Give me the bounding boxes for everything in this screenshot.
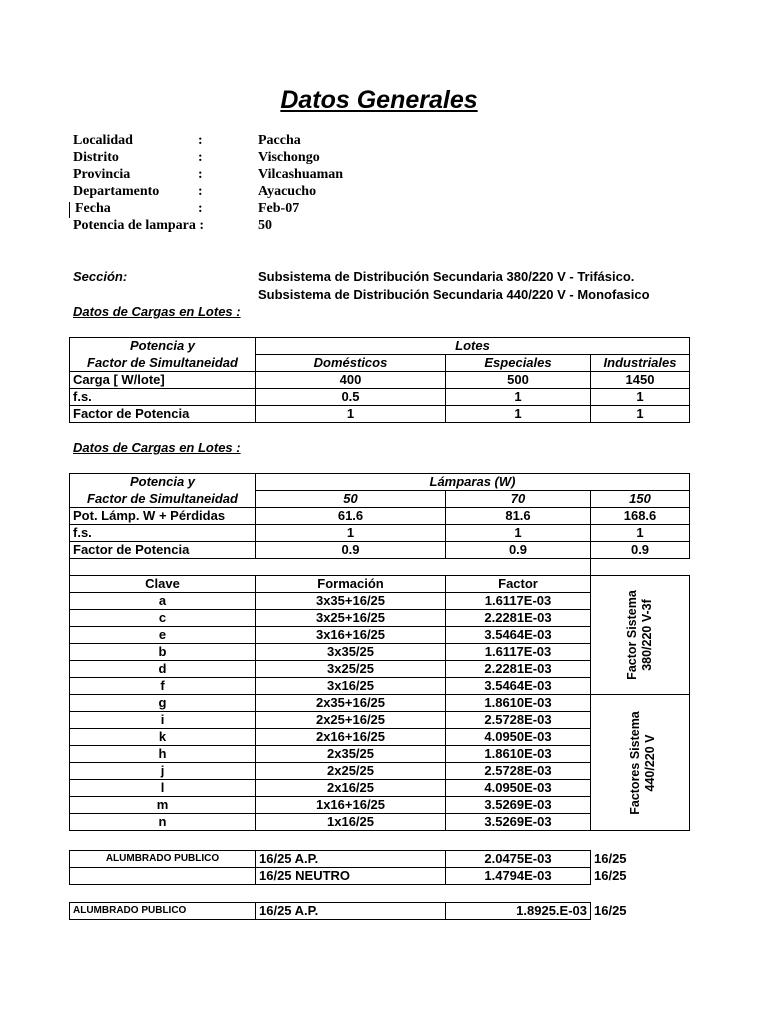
cell-factor: 3.5464E-03 (446, 678, 591, 695)
cell-clave: e (70, 627, 256, 644)
info-label-distrito: Distrito (73, 150, 119, 165)
side-label-380-line2: 380/220 V-3f (640, 599, 654, 671)
table-row (70, 868, 690, 885)
table-row (70, 851, 690, 868)
cell-formacion: 16/25 NEUTRO (256, 868, 446, 885)
cell-factor: 2.2281E-03 (446, 661, 591, 678)
cell-value: 0.9 (446, 542, 591, 559)
cell-clave: f (70, 678, 256, 695)
info-colon: : (198, 167, 203, 182)
cell-factor: 3.5464E-03 (446, 627, 591, 644)
cell-factor: 1.4794E-03 (446, 868, 591, 885)
lotes-header-line1: Potencia y (70, 338, 256, 355)
empty-cell (70, 868, 256, 885)
cell-formacion: 3x35+16/25 (256, 593, 446, 610)
lotes-header-line2: Factor de Simultaneidad (70, 355, 256, 372)
cell-value: 0.9 (591, 542, 690, 559)
cell-value: 1 (591, 525, 690, 542)
cell-factor: 1.6117E-03 (446, 593, 591, 610)
table-row (70, 903, 690, 920)
table-row (70, 542, 690, 559)
cell-factor: 3.5269E-03 (446, 814, 591, 831)
side-label-380 (591, 576, 690, 695)
cell-clave: j (70, 763, 256, 780)
cell-factor: 2.5728E-03 (446, 763, 591, 780)
cell-formacion: 16/25 A.P. (256, 903, 446, 920)
cell-factor: 3.5269E-03 (446, 797, 591, 814)
side-label-440-line1: Factores Sistema (627, 710, 642, 815)
cell-clave: a (70, 593, 256, 610)
alumbrado-table-2 (69, 902, 690, 920)
side-label-440-line2: 440/220 V (642, 734, 657, 791)
cell-value: 61.6 (256, 508, 446, 525)
cell-factor: 1.8925.E-03 (446, 903, 591, 920)
cell-value: 1 (446, 406, 591, 423)
empty-cell (591, 559, 690, 576)
info-colon: : (198, 133, 203, 148)
cell-value: 0.9 (256, 542, 446, 559)
cell-clave: k (70, 729, 256, 746)
cell-formacion: 2x25+16/25 (256, 712, 446, 729)
info-value-provincia: Vilcashuaman (258, 167, 344, 182)
alumbrado-table-1 (69, 850, 690, 885)
cell-formacion: 1x16/25 (256, 814, 446, 831)
cell-factor: 4.0950E-03 (446, 780, 591, 797)
cell-clave: m (70, 797, 256, 814)
lamparas-col-50: 50 (256, 491, 446, 508)
cell-value: 1 (256, 525, 446, 542)
row-label: Factor de Potencia (70, 542, 256, 559)
table-row (70, 525, 690, 542)
info-label-provincia: Provincia (73, 167, 131, 182)
cell-factor: 1.6117E-03 (446, 644, 591, 661)
info-value-distrito: Vischongo (258, 150, 320, 165)
lamparas-header-line2: Factor de Simultaneidad (70, 491, 256, 508)
lamparas-group-header: Lámparas (W) (256, 474, 690, 491)
cell-extra: 16/25 (594, 868, 627, 883)
cell-value: 1 (591, 389, 690, 406)
cell-formacion: 2x35+16/25 (256, 695, 446, 712)
cell-factor: 1.8610E-03 (446, 746, 591, 763)
cell-value: 1 (256, 406, 446, 423)
cell-value: 1450 (591, 372, 690, 389)
cell-clave: n (70, 814, 256, 831)
table-row (70, 695, 690, 712)
cell-formacion: 3x25/25 (256, 661, 446, 678)
lamparas-header-line1: Potencia y (70, 474, 256, 491)
info-colon: : (198, 184, 203, 199)
row-label: f.s. (70, 525, 256, 542)
cell-factor: 2.5728E-03 (446, 712, 591, 729)
info-value-localidad: Paccha (258, 133, 301, 148)
side-label-380-line1: Factor Sistema (625, 590, 639, 680)
cell-value: 168.6 (591, 508, 690, 525)
cell-clave: g (70, 695, 256, 712)
row-label: f.s. (70, 389, 256, 406)
cell-value: 1 (591, 406, 690, 423)
cell-formacion: 2x16+16/25 (256, 729, 446, 746)
cell-formacion: 3x16/25 (256, 678, 446, 695)
table-row (70, 508, 690, 525)
alumbrado-label: ALUMBRADO PUBLICO (70, 851, 256, 868)
cell-value: 0.5 (256, 389, 446, 406)
cell-value: 1 (446, 525, 591, 542)
header-clave: Clave (70, 576, 256, 593)
cargas-lotes-title: Datos de Cargas en Lotes : (73, 304, 241, 319)
alumbrado-label: ALUMBRADO PUBLICO (70, 903, 256, 920)
lotes-col-domesticos: Domésticos (256, 355, 446, 372)
cell-factor: 2.2281E-03 (446, 610, 591, 627)
lotes-col-especiales: Especiales (446, 355, 591, 372)
seccion-line-2: Subsistema de Distribución Secundaria 440/220 V - Monofasico (258, 287, 650, 302)
row-label: Factor de Potencia (70, 406, 256, 423)
info-value-potencia-lampara: 50 (258, 218, 272, 233)
cell-cursor-mark (69, 202, 70, 218)
cell-formacion: 16/25 A.P. (256, 851, 446, 868)
row-label: Pot. Lámp. W + Pérdidas (70, 508, 256, 525)
lamparas-col-70: 70 (446, 491, 591, 508)
lamparas-table (69, 473, 690, 576)
spacer-row (70, 559, 690, 576)
cell-formacion: 3x35/25 (256, 644, 446, 661)
cell-clave: h (70, 746, 256, 763)
seccion-line-1: Subsistema de Distribución Secundaria 380/220 V - Trifásico. (258, 269, 635, 284)
cell-formacion: 2x25/25 (256, 763, 446, 780)
cell-clave: d (70, 661, 256, 678)
table-row (70, 372, 690, 389)
cell-formacion: 3x16+16/25 (256, 627, 446, 644)
cell-factor: 4.0950E-03 (446, 729, 591, 746)
info-label-localidad: Localidad (73, 133, 133, 148)
cell-value: 1 (446, 389, 591, 406)
row-label: Carga [ W/lote] (70, 372, 256, 389)
empty-cell (70, 559, 591, 576)
page-title: Datos Generales (280, 86, 478, 114)
factor-table (69, 575, 690, 831)
info-colon: : (198, 201, 203, 216)
cell-value: 400 (256, 372, 446, 389)
seccion-label: Sección: (73, 269, 128, 284)
cell-value: 500 (446, 372, 591, 389)
info-value-departamento: Ayacucho (258, 184, 317, 199)
cell-formacion: 1x16+16/25 (256, 797, 446, 814)
cell-clave: l (70, 780, 256, 797)
lotes-table (69, 337, 690, 423)
cell-formacion: 2x16/25 (256, 780, 446, 797)
header-formacion: Formación (256, 576, 446, 593)
table-row (70, 406, 690, 423)
lotes-col-industriales: Industriales (591, 355, 690, 372)
info-label-potencia-lampara: Potencia de lampara : (73, 218, 205, 233)
info-value-fecha: Feb-07 (258, 201, 300, 216)
lamparas-col-150: 150 (591, 491, 690, 508)
header-factor: Factor (446, 576, 591, 593)
cell-clave: c (70, 610, 256, 627)
cell-formacion: 3x25+16/25 (256, 610, 446, 627)
info-colon: : (198, 150, 203, 165)
table-row (70, 389, 690, 406)
cell-factor: 1.8610E-03 (446, 695, 591, 712)
cell-clave: i (70, 712, 256, 729)
info-label-fecha: Fecha (75, 201, 111, 216)
cargas-lamparas-title: Datos de Cargas en Lotes : (73, 440, 241, 455)
cell-extra: 16/25 (594, 851, 627, 866)
info-label-departamento: Departamento (73, 184, 160, 199)
lotes-group-header: Lotes (256, 338, 690, 355)
cell-value: 81.6 (446, 508, 591, 525)
side-label-440 (591, 695, 690, 831)
cell-extra: 16/25 (594, 903, 627, 918)
cell-formacion: 2x35/25 (256, 746, 446, 763)
cell-clave: b (70, 644, 256, 661)
cell-factor: 2.0475E-03 (446, 851, 591, 868)
